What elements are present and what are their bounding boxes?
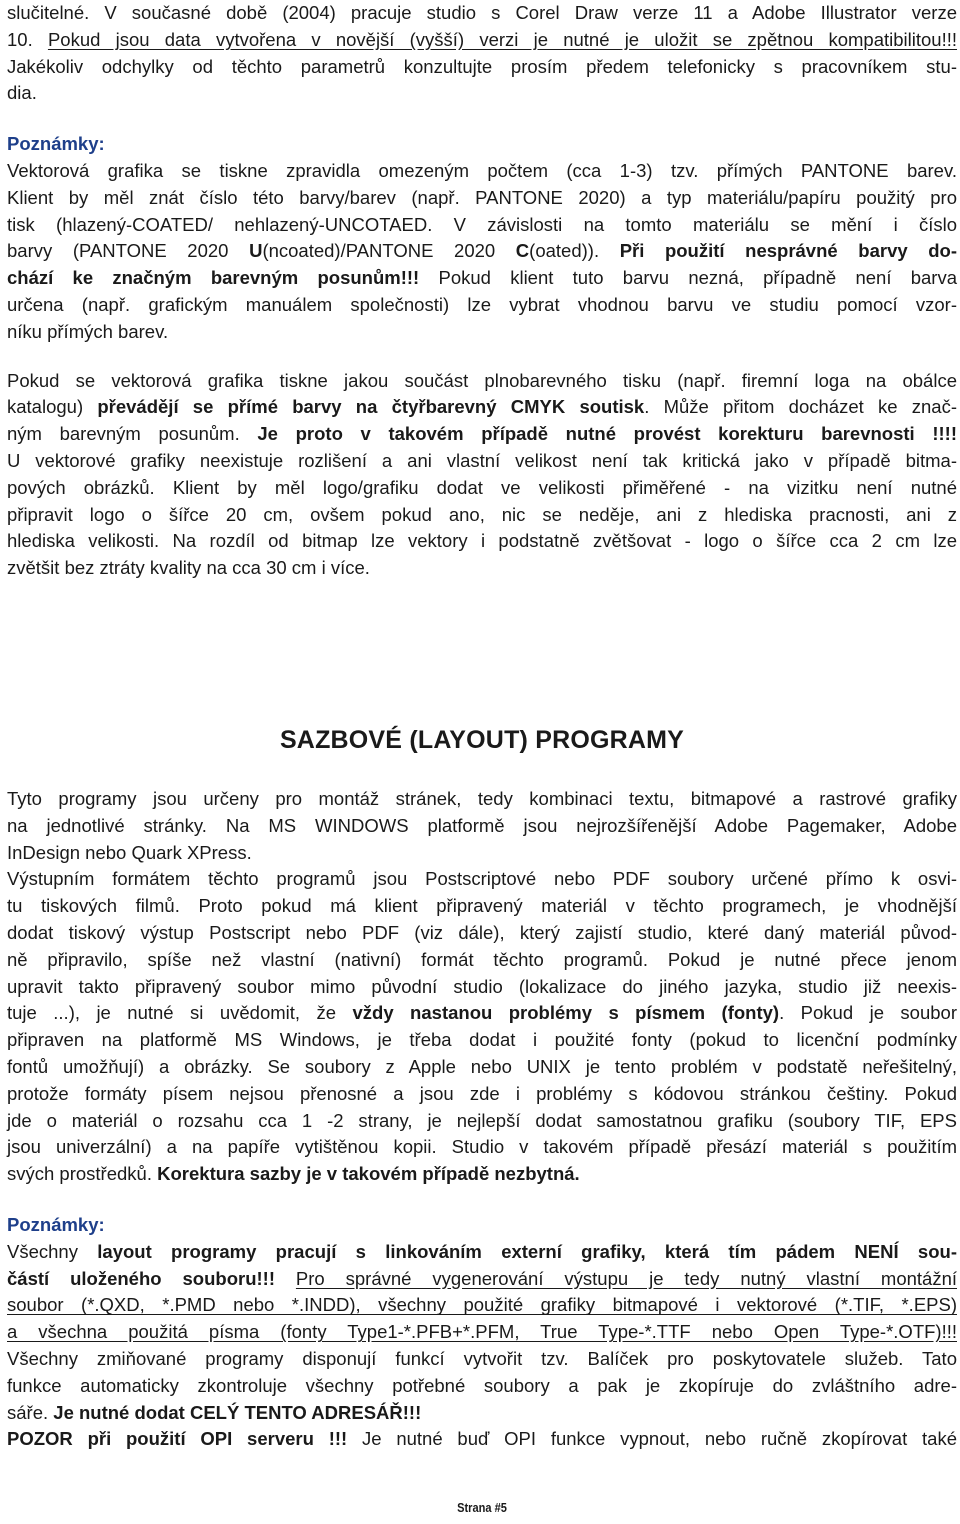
text-line [7,185,957,212]
text-line [7,1054,957,1081]
bold-text: Korektura sazby je v takovém případě nezbytná. [157,1163,580,1185]
text-line [7,866,957,893]
text-run: . Pokud je soubor [779,1002,957,1024]
bold-text: Při použití nesprávné barvy do- [619,240,957,262]
text-line [7,1346,957,1373]
text-run: pových obrázků. Klient by měl logo/grafiku dodat ve velikosti přiměřené - na vizitku není nutné [7,476,957,498]
text-run: Pokud klient tuto barvu nezná, případně není barva [419,267,957,289]
section-layout-programs [7,786,957,1453]
text-run: upravit takto připravený soubor mimo původní studio (lokalizace do jiného jazyka, studio již neexis- [7,975,957,997]
text-line [7,813,957,840]
text-run: Je nutné buď OPI funkce vypnout, nebo ručně zkopírovat také [347,1428,957,1450]
bold-text: C [515,240,530,262]
text-run: dia. [7,82,37,104]
text-line [7,212,957,239]
bold-text: vždy nastanou problémy s písmem (fonty) [352,1002,780,1024]
notes-label-2: Poznámky: [7,1213,105,1235]
text-line [7,1108,957,1135]
text-line [7,502,957,529]
text-run: Výstupním formátem těchto programů jsou Postscriptové nebo PDF soubory určené přímo k osvi- [7,868,957,890]
text-run: Vektorová grafika se tiskne zpravidla omezeným počtem (cca 1-3) tzv. přímých PANTONE barev. [7,159,957,181]
text-run: svých prostředků. [7,1163,158,1185]
text-run: slučitelné. V současné době (2004) pracuje studio s Corel Draw verze 11 a Adobe Illustrator verze [7,2,957,23]
text-line [7,947,957,974]
text-line [7,1426,957,1453]
text-line [7,1239,957,1266]
bold-text: Je proto v takovém případě nutné provést korekturu barevnosti !!!! [257,423,957,445]
linking-notes-paragraph [7,1239,957,1453]
bold-text: Je nutné dodat CELÝ TENTO ADRESÁŘ!!! [53,1401,422,1423]
text-run: ným barevným posunům. [7,423,258,445]
text-run: fontů umožňují) a obrázky. Se soubory z Apple nebo UNIX je tento problém v podstatě neřešitelný, [7,1055,957,1077]
text-line [7,1319,957,1346]
pantone-notes-paragraph [7,158,957,346]
text-run: hlediska velikosti. Na rozdíl od bitmap lze vektory i podstatně zvětšovat - logo o šířce cca 2 cm lze [7,530,957,552]
page-number: Strana #5 [457,1500,507,1515]
text-line [7,475,957,502]
text-line [7,528,957,555]
text-line [7,292,957,319]
text-run: jsou univerzální) a na papíře vytištěnou kopii. Studio v takovém případě přesází materiál s použitím [7,1136,957,1158]
text-run: určena (např. grafickým manuálem společnosti) lze vybrat vhodnou barvu ve studiu pomocí vzor- [7,293,957,315]
text-line [7,974,957,1001]
text-run: Pokud se vektorová grafika tiskne jakou součást plnobarevného tisku (např. firemní loga na obálce [7,369,957,391]
text-line [7,1081,957,1108]
text-line [7,1292,957,1319]
text-line [7,1027,957,1054]
section-heading: SAZBOVÉ (LAYOUT) PROGRAMY [279,726,685,754]
text-line [7,0,957,27]
text-run: připraven na platformě MS Windows, je třeba dodat i použité fonty (pokud to licenční podmínky [7,1029,957,1051]
text-line [7,368,957,395]
text-line [7,1266,957,1293]
text-run: katalogu) [7,396,98,418]
text-run: níku přímých barev. [7,320,169,342]
text-line [7,265,957,292]
text-run: připravit logo o šířce 20 cm, ovšem pokud ano, nic se neděje, ani z hlediska pracnosti, ani z [7,503,957,525]
text-run: dodat tiskový výstup Postscript nebo PDF (viz dále), který zajistí studio, které daný materiál původ- [7,921,957,943]
text-run: Všechny [7,1240,98,1262]
text-line [7,920,957,947]
text-line [7,1161,957,1188]
text-run: zvětšit bez ztráty kvality na cca 30 cm i více. [7,557,370,579]
text-line [7,394,957,421]
text-line [7,1373,957,1400]
text-run: (ncoated)/PANTONE 2020 [262,240,516,262]
text-run: na jednotlivé stránky. Na MS WINDOWS platformě jsou nejrozšířenější Adobe Pagemaker, Adobe [7,814,957,836]
text-line [7,27,957,54]
text-run: jde o materiál o rozsahu cca 1 -2 strany, je nejlepší dodat samostatnou grafiku (soubory TIF, EPS [7,1109,957,1131]
text-line [7,893,957,920]
bold-text: layout programy pracují s linkováním externí grafiky, která tím pádem NENÍ sou- [97,1240,957,1262]
text-run: U vektorové grafiky neexistuje rozlišení a ani vlastní velikost není tak kritická jako v případě bitma- [7,449,957,471]
text-run: Všechny zmiňované programy disponují funkcí vytvořit tzv. Balíček pro poskytovatele služeb. Tato [7,1347,957,1369]
text-line [7,448,957,475]
text-run: protože formáty písem nejsou přenosné a jsou zde i problémy s kódovou stránkou češtiny. Pokud [7,1082,957,1104]
text-line [7,555,957,582]
text-run: funkce automaticky zkontroluje všechny potřebné soubory a pak je zkopíruje do zvláštního adre- [7,1374,957,1396]
text-run: Klient by měl znát číslo této barvy/barev (např. PANTONE 2020) a typ materiálu/papíru použitý pro [7,186,957,208]
text-line [7,786,957,813]
text-run: 10. [7,28,48,50]
text-run: Tyto programy jsou určeny pro montáž stránek, tedy kombinaci textu, bitmapové a rastrové grafiky [7,788,957,809]
cmyk-paragraph [7,368,957,582]
text-line [7,238,957,265]
text-run: sáře. [7,1401,54,1423]
text-run: (oated)). [529,240,620,262]
notes-label-1: Poznámky: [7,133,105,155]
text-line [7,158,957,185]
text-run: tu tiskových filmů. Proto pokud má klient připravený materiál v těchto programech, je vhodnější [7,895,957,917]
text-run: . Může přitom docházet ke znač- [644,396,957,418]
underlined-text: a všechna použitá písma (fonty Type1-*.PFB+*.PFM, True Type-*.TTF nebo Open Type-*.OTF)!!! [7,1321,957,1343]
text-run: tisk (hlazený-COATED/ nehlazený-UNCOTAED. V závislosti na tomto materiálu se mění i číslo [7,213,957,235]
intro-paragraph [7,0,957,107]
text-run [275,1268,296,1289]
bold-text: U [249,240,263,262]
layout-programs-paragraph [7,786,957,1188]
text-line [7,1000,957,1027]
text-run: ně připravilo, spíše než vlastní (nativní) formát těchto programů. Pokud je nutné přece jenom [7,948,957,970]
text-run: Jakékoliv odchylky od těchto parametrů konzultujte prosím předem telefonicky s pracovníkem stu- [7,55,957,77]
text-line [7,1400,957,1427]
bold-text: částí uloženého souboru!!! [7,1267,275,1289]
text-run: barvy (PANTONE 2020 [7,240,250,262]
section-vector-graphics [7,0,957,582]
underlined-text: Pokud jsou data vytvořena v novější (vyšší) verzi je nutné je uložit se zpětnou kompatibilitou!!! [47,28,958,50]
underlined-text: Pro správné vygenerování výstupu je tedy nutný vlastní montážní [295,1267,958,1289]
text-line [7,421,957,448]
text-line [7,1134,957,1161]
text-run: tuje ...), je nutné si uvědomit, že [7,1002,353,1024]
text-line [7,54,957,81]
text-line [7,840,957,867]
text-line [7,319,957,346]
underlined-text: soubor (*.QXD, *.PMD nebo *.INDD), všechny použité grafiky bitmapové i vektorové (*.TIF, *.EPS) [7,1294,957,1316]
bold-text: POZOR při použití OPI serveru !!! [7,1428,348,1450]
text-line [7,80,957,107]
bold-text: převádějí se přímé barvy na čtyřbarevný CMYK soutisk [97,396,645,418]
bold-text: chází ke značným barevným posunům!!! [7,267,420,289]
text-run: InDesign nebo Quark XPress. [7,841,252,863]
